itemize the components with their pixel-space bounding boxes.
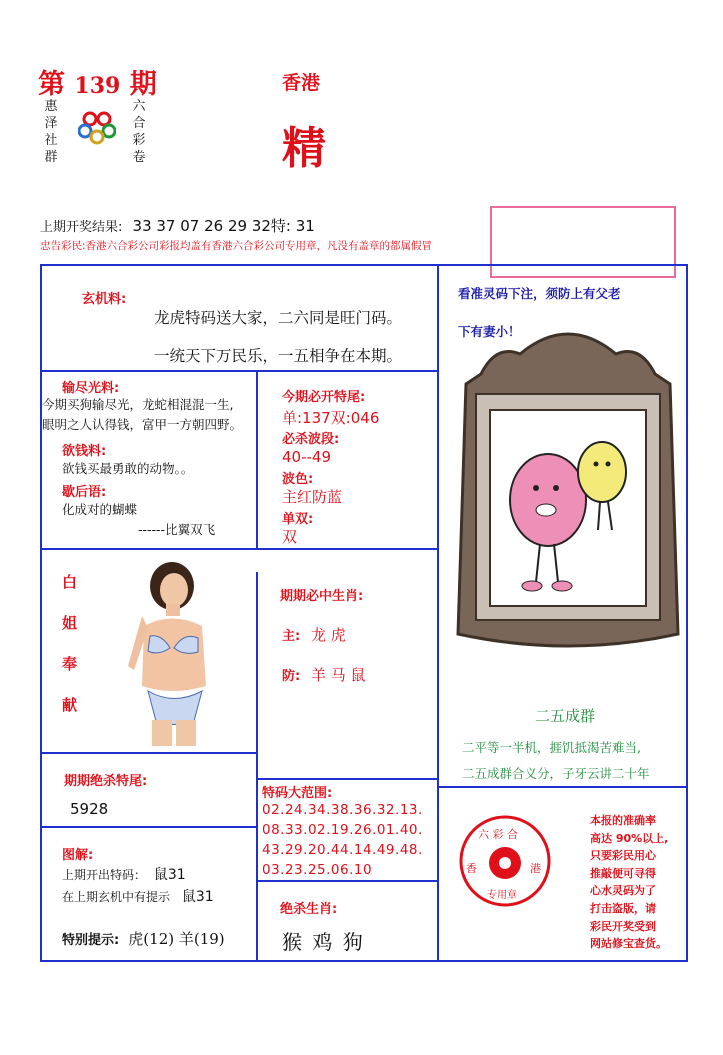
oddeven-label: 单双: — [282, 512, 314, 527]
org-left-text: 惠 泽 社 群 — [44, 99, 58, 165]
xiehouyu-text: 化成对的蝴蝶 — [62, 502, 138, 517]
dafanwei-row: 43.29.20.44.14.49.48. — [262, 842, 423, 858]
special-value: 虎(12) 羊(19) — [128, 930, 225, 948]
accuracy-line: 网站修宝查货。 — [590, 937, 667, 951]
color-value: 主红防蓝 — [282, 488, 343, 506]
lottery-logo-icon — [78, 110, 116, 146]
right-top-line2: 下有妻小！ — [458, 324, 521, 339]
vertical-title — [62, 562, 82, 726]
dafanwei-row: 02.24.34.38.36.32.13. — [262, 802, 423, 818]
tujie-line1 — [62, 864, 186, 884]
issue-number: 139 — [74, 73, 121, 99]
accuracy-line: 彩民开奖受到 — [590, 919, 656, 933]
dafanwei-row: 08.33.02.19.26.01.40. — [262, 822, 423, 838]
yuqian-text: 欲钱买最勇敢的动物。。 — [62, 461, 194, 476]
tujie-line2 — [62, 886, 214, 906]
zodiac-guard-label: 防: — [282, 669, 301, 684]
stamp-top: 六 彩 合 — [478, 828, 518, 841]
jueshengxiao-value: 猴 鸡 狗 — [282, 930, 365, 954]
special-hint — [62, 928, 225, 949]
jueshawei-value: 5928 — [70, 800, 109, 818]
accuracy-line: 高达 90%以上, — [590, 831, 669, 845]
right-top-line1: 看准灵码下注，须防上有父老 — [458, 286, 621, 301]
stamp-bottom: 专用章 — [487, 890, 517, 901]
org-right-text: 六 合 彩 卷 — [132, 99, 146, 165]
group-poem1: 二平等一半机，捱饥抵渴苦难当, — [462, 740, 641, 755]
zodiac-main-label: 主: — [282, 629, 301, 644]
issue-prefix: 第 — [38, 69, 65, 100]
tujie-line1-label: 上期开出特码： — [62, 868, 147, 882]
stamp-right: 港 — [530, 862, 541, 875]
xuanji-label: 玄机料: — [82, 292, 127, 307]
tujie-line2-label: 在上期玄机中有提示 — [62, 890, 171, 904]
xiehouyu-label: 歇后语: — [62, 485, 107, 500]
results-numbers: 33 37 07 26 29 32特: 31 — [132, 217, 315, 235]
issue-suffix: 期 — [129, 69, 157, 100]
yuqian-label: 欲钱料: — [62, 444, 107, 459]
model-photo — [122, 556, 212, 746]
tujie-line2-value: 鼠31 — [181, 889, 214, 905]
issue-title — [38, 62, 157, 101]
accuracy-line: 本报的准确率 — [590, 814, 656, 827]
group-title: 二五成群 — [535, 707, 596, 725]
vtitle-char: 奉 — [62, 655, 78, 673]
notice-text: 忠告彩民:香港六合彩公司彩报均盖有香港六合彩公司专用章，凡没有盖章的都属假冒 — [40, 240, 433, 252]
jueshengxiao-label: 绝杀生肖: — [280, 902, 338, 917]
wave-label: 必杀波段: — [282, 432, 340, 447]
xiehouyu-answer: ------比翼双飞 — [138, 522, 216, 537]
shujin-line2: 眼明之人认得钱，富甲一方朝四野。 — [42, 417, 243, 432]
accuracy-line: 推敲便可寻得 — [590, 866, 656, 880]
wave-value: 40--49 — [282, 448, 331, 466]
accuracy-line: 打击盗版，请 — [590, 901, 656, 915]
stamp-left: 香 — [466, 862, 477, 875]
title-char: 精 — [282, 123, 326, 174]
accuracy-line: 只要彩民用心 — [590, 849, 656, 863]
tail-label: 今期必开特尾: — [282, 390, 366, 405]
jueshawei-label: 期期绝杀特尾: — [64, 774, 148, 789]
tujie-line1-value: 鼠31 — [153, 867, 186, 883]
zodiac-label: 期期必中生肖: — [280, 589, 364, 604]
tail-value: 单:137双:046 — [282, 409, 380, 427]
region-label: 香港 — [282, 72, 321, 94]
accuracy-line: 心水灵码为了 — [590, 884, 656, 898]
results-label: 上期开奖结果: — [40, 220, 123, 235]
shujin-label: 输尽光料: — [62, 381, 120, 396]
zodiac-main — [282, 624, 346, 645]
tujie-label: 图解: — [62, 848, 94, 863]
color-label: 波色: — [282, 472, 314, 487]
vtitle-char: 白 — [62, 573, 78, 591]
oddeven-value: 双 — [282, 528, 298, 546]
ornate-frame-cartoon — [450, 314, 686, 658]
vtitle-char: 献 — [62, 696, 78, 714]
special-label: 特别提示: — [62, 933, 120, 948]
dafanwei-row: 03.23.25.06.10 — [262, 862, 373, 878]
group-poem2: 二五成群合义分，子牙云讲二十年 — [462, 766, 650, 781]
shujin-line1: 今期买狗输尽光，龙蛇相混混一生, — [42, 397, 234, 412]
dafanwei-label: 特码大范围: — [262, 786, 333, 801]
zodiac-guard — [282, 664, 366, 685]
xuanji-line1: 龙虎特码送大家，二六同是旺门码。 — [154, 309, 403, 327]
accuracy-text — [590, 812, 686, 953]
zodiac-guard-value: 羊 马 鼠 — [310, 666, 366, 684]
results-line — [40, 215, 315, 236]
vtitle-char: 姐 — [62, 614, 78, 632]
xuanji-line2: 一统天下万民乐，一五相争在本期。 — [154, 347, 403, 365]
zodiac-main-value: 龙 虎 — [310, 626, 346, 644]
